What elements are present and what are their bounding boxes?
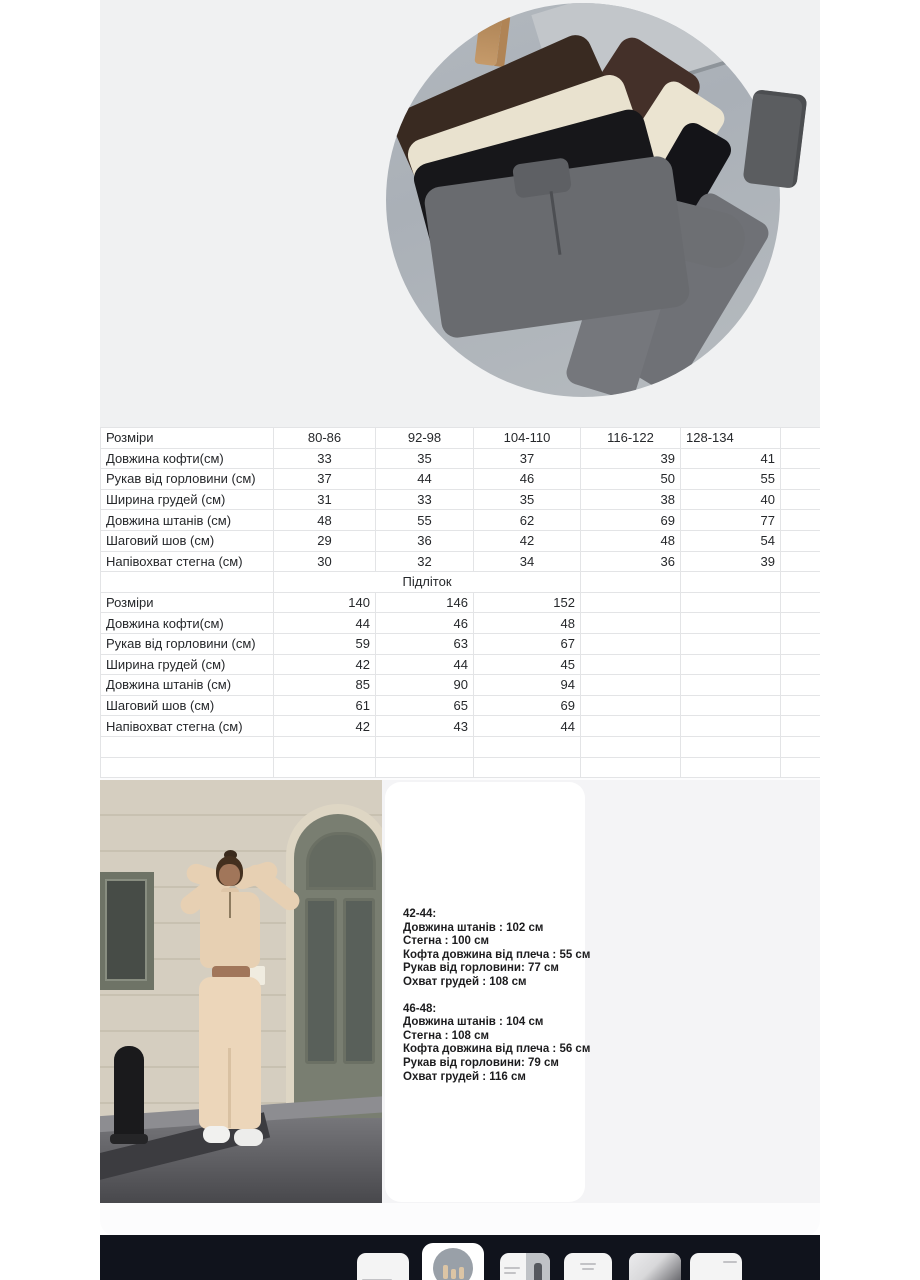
table-cell: 45 (474, 654, 581, 675)
thumb-text-art (580, 1263, 596, 1265)
table-cell (781, 572, 821, 593)
thumb-circle-photo (433, 1248, 473, 1280)
table-cell: 29 (274, 530, 376, 551)
flatlay-circle-photo (386, 3, 780, 397)
table-cell: 42 (274, 716, 376, 737)
table-cell: 33 (376, 489, 474, 510)
table-cell (101, 572, 274, 593)
table-cell: Ширина грудей (см) (101, 489, 274, 510)
table-cell: 92-98 (376, 428, 474, 449)
table-cell (781, 428, 821, 449)
white-sneaker (234, 1129, 263, 1146)
table-cell (474, 736, 581, 757)
table-cell (581, 613, 681, 634)
gallery-thumbnail-4[interactable] (564, 1253, 612, 1280)
table-cell: 35 (376, 448, 474, 469)
model-face (219, 864, 240, 886)
table-cell: 59 (274, 633, 376, 654)
measurement-line: Довжина штанів : 104 см (403, 1016, 544, 1029)
table-cell: 50 (581, 469, 681, 490)
table-cell (581, 695, 681, 716)
thumb-text-art (504, 1272, 516, 1274)
table-cell (274, 757, 376, 778)
table-cell (681, 695, 781, 716)
table-cell (781, 510, 821, 531)
table-cell: 62 (474, 510, 581, 531)
table-cell: Ширина грудей (см) (101, 654, 274, 675)
window-glass (105, 879, 147, 981)
gallery-thumbnail-1[interactable] (357, 1253, 409, 1280)
measurement-line: Кофта довжина від плеча : 55 см (403, 948, 591, 961)
table-cell: 63 (376, 633, 474, 654)
measurement-line: Стегна : 100 см (403, 935, 489, 948)
white-sneaker (203, 1126, 230, 1143)
table-cell: 42 (274, 654, 376, 675)
table-cell: 44 (274, 613, 376, 634)
table-row (101, 716, 821, 737)
table-cell: 146 (376, 592, 474, 613)
table-cell: 32 (376, 551, 474, 572)
table-cell: 39 (581, 448, 681, 469)
table-cell: 48 (474, 613, 581, 634)
bollard (114, 1046, 144, 1144)
thumb-text-art (582, 1268, 594, 1270)
table-cell (376, 736, 474, 757)
table-cell (781, 489, 821, 510)
table-row (101, 613, 821, 634)
table-cell (681, 572, 781, 593)
table-cell: 61 (274, 695, 376, 716)
table-cell (581, 633, 681, 654)
product-photo-flatlay[interactable] (100, 0, 820, 427)
gallery-thumbnail-2-selected[interactable] (422, 1243, 484, 1280)
measurement-line: Рукав від горловини: 79 см (403, 1056, 559, 1069)
twine-rope (474, 3, 503, 66)
table-cell: 80-86 (274, 428, 376, 449)
thumb-text-art (723, 1261, 737, 1263)
measurements-text (403, 908, 593, 1097)
table-cell (681, 654, 781, 675)
table-cell (681, 757, 781, 778)
table-cell (581, 592, 681, 613)
size-group-label: 46-48: (403, 1002, 437, 1015)
table-row (101, 469, 821, 490)
table-cell: Розміри (101, 592, 274, 613)
table-cell (781, 654, 821, 675)
table-cell (781, 551, 821, 572)
table-cell: 36 (376, 530, 474, 551)
gallery-thumbnail-5[interactable] (629, 1253, 681, 1280)
table-cell (681, 633, 781, 654)
table-row (101, 757, 821, 778)
table-cell: Рукав від горловини (см) (101, 633, 274, 654)
table-cell (681, 736, 781, 757)
size-table (100, 427, 820, 778)
table-cell: Довжина штанів (см) (101, 675, 274, 696)
table-cell (681, 716, 781, 737)
table-cell: Розміри (101, 428, 274, 449)
table-row (101, 510, 821, 531)
table-row (101, 530, 821, 551)
table-cell: 48 (581, 530, 681, 551)
table-cell: 34 (474, 551, 581, 572)
table-cell: 42 (474, 530, 581, 551)
table-cell (781, 592, 821, 613)
table-cell (681, 592, 781, 613)
thumb-text-art (504, 1267, 520, 1269)
table-cell: 44 (376, 654, 474, 675)
table-cell (474, 757, 581, 778)
size-chart (100, 427, 820, 778)
table-cell: 37 (274, 469, 376, 490)
table-cell: 44 (474, 716, 581, 737)
table-cell: 38 (581, 489, 681, 510)
gallery-thumbnail-3[interactable] (500, 1253, 550, 1280)
table-cell: 116-122 (581, 428, 681, 449)
table-cell (781, 695, 821, 716)
table-cell: 31 (274, 489, 376, 510)
table-cell: 43 (376, 716, 474, 737)
table-cell: 30 (274, 551, 376, 572)
table-cell (681, 675, 781, 696)
table-cell (581, 572, 681, 593)
gallery-thumbnail-bar (100, 1235, 820, 1280)
table-cell: 85 (274, 675, 376, 696)
table-cell (581, 757, 681, 778)
measurement-line: Охват грудей : 108 см (403, 975, 527, 988)
table-cell: 48 (274, 510, 376, 531)
model-photo (100, 780, 382, 1203)
table-cell: 46 (376, 613, 474, 634)
table-cell (781, 633, 821, 654)
table-cell: 55 (681, 469, 781, 490)
table-cell: Напівохват стегна (см) (101, 551, 274, 572)
table-cell (101, 757, 274, 778)
size-group-label: 42-44: (403, 908, 437, 920)
table-cell (376, 757, 474, 778)
folded-garment (742, 89, 807, 189)
table-row (101, 654, 821, 675)
table-cell: Підліток (274, 572, 581, 593)
table-cell: 35 (474, 489, 581, 510)
table-cell: 65 (376, 695, 474, 716)
table-cell (101, 736, 274, 757)
table-cell: Довжина кофти(см) (101, 448, 274, 469)
table-cell: Рукав від горловини (см) (101, 469, 274, 490)
table-cell (781, 675, 821, 696)
table-cell (781, 469, 821, 490)
media-card (100, 0, 820, 1236)
thumb-figure (443, 1265, 448, 1279)
table-cell: Довжина кофти(см) (101, 613, 274, 634)
table-row (101, 448, 821, 469)
table-cell (781, 530, 821, 551)
table-cell: 69 (474, 695, 581, 716)
measurement-line: Довжина штанів : 102 см (403, 921, 544, 934)
measurement-group (403, 908, 593, 990)
table-row (101, 736, 821, 757)
table-cell: 41 (681, 448, 781, 469)
table-row (101, 675, 821, 696)
table-cell: 46 (474, 469, 581, 490)
measurement-line: Кофта довжина від плеча : 56 см (403, 1043, 591, 1056)
table-cell: 39 (681, 551, 781, 572)
table-cell: 54 (681, 530, 781, 551)
table-cell: 128-134 (681, 428, 781, 449)
table-cell: 44 (376, 469, 474, 490)
table-row (101, 695, 821, 716)
table-row (101, 572, 821, 593)
table-cell: 152 (474, 592, 581, 613)
table-cell (781, 613, 821, 634)
table-cell: 33 (274, 448, 376, 469)
table-cell: 69 (581, 510, 681, 531)
table-cell: Довжина штанів (см) (101, 510, 274, 531)
table-cell: 90 (376, 675, 474, 696)
table-cell: 77 (681, 510, 781, 531)
table-row (101, 489, 821, 510)
thumb-figure (451, 1269, 456, 1279)
hoodie-zipper (229, 892, 231, 918)
measurement-line: Стегна : 108 см (403, 1029, 489, 1042)
table-cell (274, 736, 376, 757)
table-cell: 55 (376, 510, 474, 531)
table-row (101, 633, 821, 654)
table-cell (781, 716, 821, 737)
table-cell: 104-110 (474, 428, 581, 449)
table-cell: 40 (681, 489, 781, 510)
thumb-photo-art (629, 1253, 681, 1280)
table-cell (581, 654, 681, 675)
measurement-line: Охват грудей : 116 см (403, 1070, 526, 1083)
door-pane (305, 898, 337, 1064)
table-cell (681, 613, 781, 634)
table-cell: Шаговий шов (см) (101, 530, 274, 551)
table-cell (781, 736, 821, 757)
product-photo-lookbook[interactable] (100, 780, 820, 1203)
table-cell (581, 675, 681, 696)
table-cell: 36 (581, 551, 681, 572)
table-cell (581, 736, 681, 757)
table-cell: 94 (474, 675, 581, 696)
table-row (101, 551, 821, 572)
table-cell: Напівохват стегна (см) (101, 716, 274, 737)
measurement-line: Рукав від горловини: 77 см (403, 962, 559, 975)
door-pane (343, 898, 375, 1064)
table-cell: 67 (474, 633, 581, 654)
table-cell (781, 757, 821, 778)
table-cell: Шаговий шов (см) (101, 695, 274, 716)
table-cell (581, 716, 681, 737)
table-row (101, 592, 821, 613)
thumb-figure (534, 1263, 542, 1280)
table-cell (781, 448, 821, 469)
table-row (101, 428, 821, 449)
table-cell: 140 (274, 592, 376, 613)
door-fanlight (306, 832, 376, 890)
table-cell: 37 (474, 448, 581, 469)
joggers-seam (228, 1048, 231, 1128)
gallery-thumbnail-6[interactable] (690, 1253, 742, 1280)
measurement-group (403, 1003, 593, 1085)
thumb-figure (459, 1267, 464, 1279)
